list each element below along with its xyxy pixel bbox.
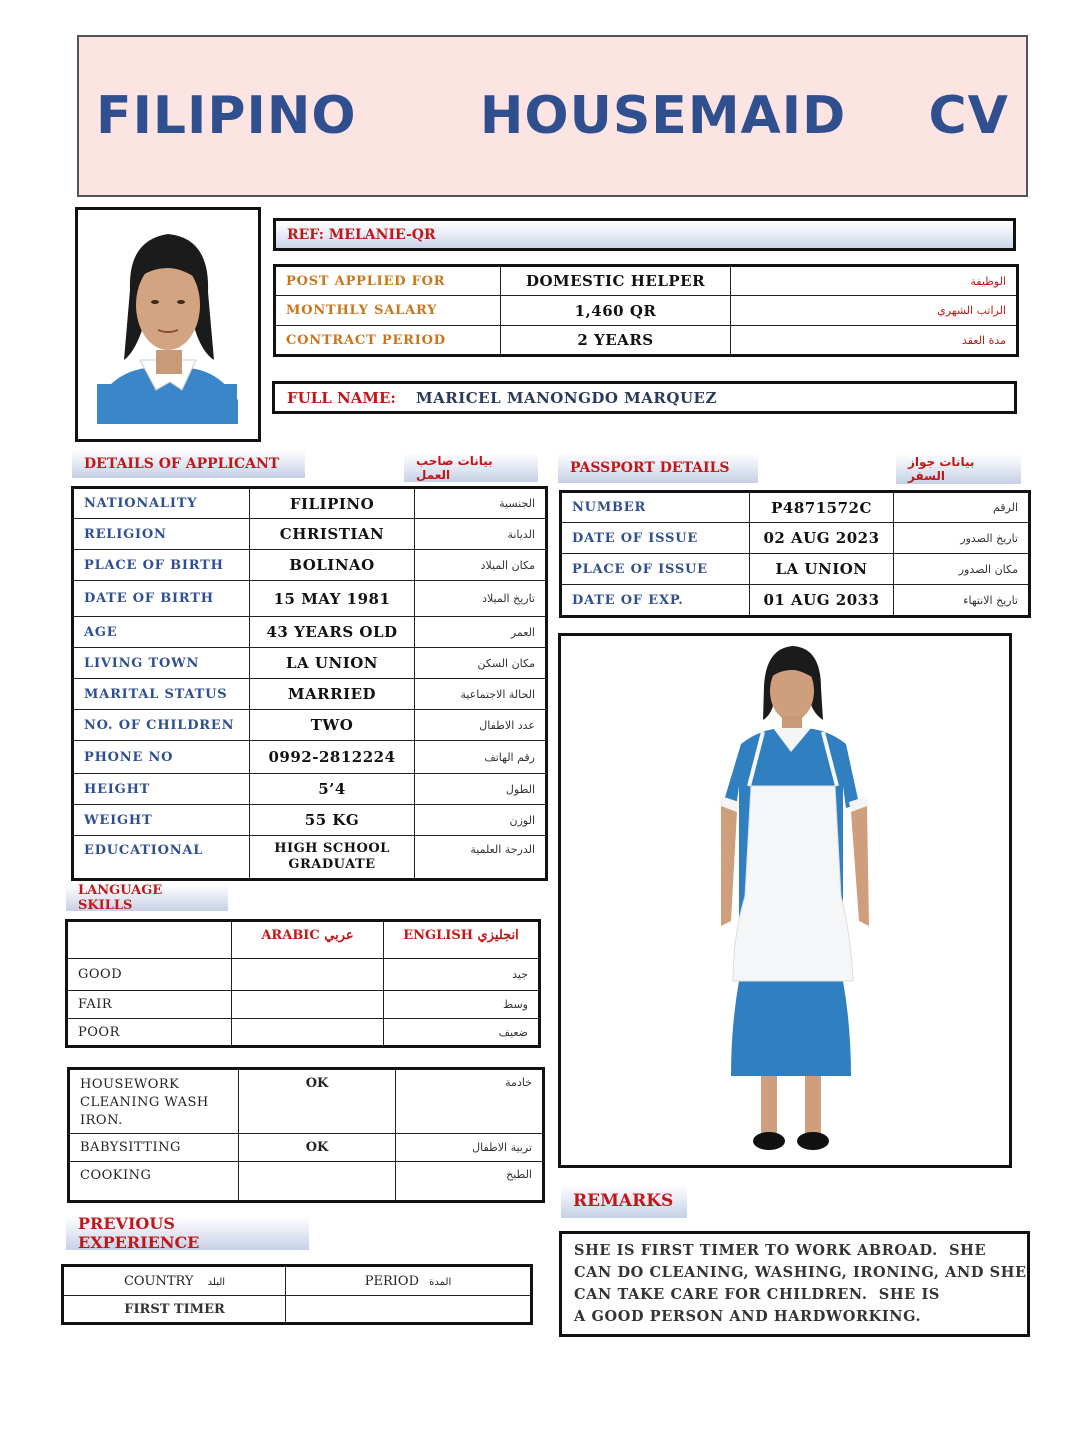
passport-table: [559, 490, 1031, 618]
details-label: PLACE OF BIRTH: [73, 550, 250, 581]
passport-row: [561, 585, 1030, 617]
language-level-arabic: ضعيف: [384, 1019, 540, 1047]
details-value: [250, 836, 415, 880]
skills-row: [69, 1162, 544, 1202]
language-level-arabic: وسط: [384, 991, 540, 1019]
experience-row: [63, 1296, 532, 1324]
details-label-arabic: الديانة: [415, 519, 547, 550]
details-row: [73, 836, 547, 880]
skills-label-line: CLEANING WASH: [80, 1095, 209, 1110]
skills-label-arabic: خادمة: [396, 1069, 544, 1134]
remarks-line: CAN DO CLEANING, WASHING, IRONING, AND SHE: [574, 1264, 1027, 1281]
details-label: DATE OF BIRTH: [73, 581, 250, 617]
language-header-blank: [67, 921, 232, 959]
details-value: LA UNION: [250, 648, 415, 679]
passport-label-arabic: الرقم: [894, 492, 1030, 523]
experience-country: FIRST TIMER: [63, 1296, 286, 1324]
details-row: [73, 617, 547, 648]
details-label-arabic: تاريخ الميلاد: [415, 581, 547, 617]
details-label: RELIGION: [73, 519, 250, 550]
details-value: BOLINAO: [250, 550, 415, 581]
experience-col-country-text: COUNTRY: [123, 1273, 194, 1289]
language-header-row: [67, 921, 540, 959]
language-level-arabic: جيد: [384, 959, 540, 991]
passport-row: [561, 492, 1030, 523]
skills-label: COOKING: [69, 1162, 239, 1202]
job-label: MONTHLY SALARY: [275, 296, 501, 326]
details-label-arabic: الطول: [415, 774, 547, 805]
job-row: [275, 326, 1018, 356]
experience-heading-text: PREVIOUS EXPERIENCE: [78, 1214, 200, 1252]
details-label-arabic: العمر: [415, 617, 547, 648]
language-heading-text: LANGUAGE SKILLS: [78, 882, 163, 913]
job-value: DOMESTIC HELPER: [501, 266, 731, 296]
reference-code: REF: MELANIE-QR: [287, 226, 436, 243]
full-name-label: FULL NAME:: [287, 388, 396, 407]
language-row: [67, 1019, 540, 1047]
details-heading-text: DETAILS OF APPLICANT: [84, 455, 280, 472]
passport-value: 02 AUG 2023: [750, 523, 894, 554]
experience-col-period: [286, 1266, 532, 1296]
details-label-arabic: الدرجة العلمية: [415, 836, 547, 880]
experience-col-country: [63, 1266, 286, 1296]
details-heading-arabic-text: بيانات صاحب العمل: [416, 453, 493, 482]
passport-label-arabic: تاريخ الصدور: [894, 523, 1030, 554]
experience-col-period-text: PERIOD: [364, 1273, 419, 1289]
reference-bar: [273, 218, 1016, 251]
skills-value: OK: [239, 1069, 396, 1134]
details-value: CHRISTIAN: [250, 519, 415, 550]
passport-row: [561, 554, 1030, 585]
language-level: FAIR: [67, 991, 232, 1019]
details-value: 43 YEARS OLD: [250, 617, 415, 648]
details-label: NO. OF CHILDREN: [73, 710, 250, 741]
passport-heading-arabic: [896, 453, 1021, 484]
details-label-arabic: الحالة الاجتماعية: [415, 679, 547, 710]
passport-row: [561, 523, 1030, 554]
details-value: 15 MAY 1981: [250, 581, 415, 617]
experience-table: [61, 1264, 533, 1325]
job-value: 1,460 QR: [501, 296, 731, 326]
details-label: EDUCATIONAL: [73, 836, 250, 880]
passport-label: PLACE OF ISSUE: [561, 554, 750, 585]
job-row: [275, 296, 1018, 326]
details-row: [73, 710, 547, 741]
passport-value: LA UNION: [750, 554, 894, 585]
headshot-photo-frame: [75, 207, 261, 442]
skills-row: [69, 1069, 544, 1134]
details-label: NATIONALITY: [73, 488, 250, 519]
experience-period: [286, 1296, 532, 1324]
details-row: [73, 774, 547, 805]
language-row: [67, 959, 540, 991]
details-label-arabic: الجنسية: [415, 488, 547, 519]
passport-label: DATE OF EXP.: [561, 585, 750, 617]
details-label: WEIGHT: [73, 805, 250, 836]
details-value: 55 KG: [250, 805, 415, 836]
details-label-arabic: مكان السكن: [415, 648, 547, 679]
details-label: MARITAL STATUS: [73, 679, 250, 710]
details-row: [73, 519, 547, 550]
passport-label-arabic: تاريخ الانتهاء: [894, 585, 1030, 617]
skills-row: [69, 1134, 544, 1162]
details-value: 0992-2812224: [250, 741, 415, 774]
experience-col-period-arabic: المدة: [429, 1276, 452, 1288]
details-value-line: HIGH SCHOOL: [274, 841, 390, 856]
cv-title: FILIPINO HOUSEMAID CV: [96, 86, 1009, 146]
details-value: FILIPINO: [250, 488, 415, 519]
language-level: POOR: [67, 1019, 232, 1047]
job-label-arabic: مدة العقد: [731, 326, 1018, 356]
experience-header-row: [63, 1266, 532, 1296]
language-col-english: ENGLISH انجليزي: [384, 921, 540, 959]
details-value: 5’4: [250, 774, 415, 805]
skills-label-line: IRON.: [80, 1113, 123, 1128]
remarks-line: CAN TAKE CARE FOR CHILDREN. SHE IS: [574, 1286, 940, 1303]
full-name-bar: [272, 381, 1017, 414]
details-label-arabic: مكان الميلاد: [415, 550, 547, 581]
skills-label: [69, 1069, 239, 1134]
remarks-line: A GOOD PERSON AND HARDWORKING.: [574, 1308, 922, 1325]
job-table: [273, 264, 1019, 357]
details-heading-arabic: [404, 453, 538, 482]
details-row: [73, 550, 547, 581]
passport-heading-text: PASSPORT DETAILS: [570, 459, 730, 476]
passport-label: DATE OF ISSUE: [561, 523, 750, 554]
details-value: MARRIED: [250, 679, 415, 710]
full-body-photo-frame: [558, 633, 1012, 1168]
details-label: PHONE NO: [73, 741, 250, 774]
skills-label-arabic: تربية الاطفال: [396, 1134, 544, 1162]
passport-heading: [558, 452, 758, 483]
job-row: [275, 266, 1018, 296]
experience-heading: [66, 1216, 309, 1250]
full-body-photo: [561, 636, 1009, 1165]
remarks-box: [559, 1231, 1030, 1337]
passport-label: NUMBER: [561, 492, 750, 523]
remarks-line: SHE IS FIRST TIMER TO WORK ABROAD. SHE: [574, 1242, 987, 1259]
language-level: GOOD: [67, 959, 232, 991]
remarks-heading-text: REMARKS: [573, 1191, 674, 1211]
experience-col-country-arabic: البلد: [207, 1276, 226, 1288]
skills-label-line: HOUSEWORK: [80, 1077, 180, 1092]
details-label: LIVING TOWN: [73, 648, 250, 679]
job-label-arabic: الراتب الشهري: [731, 296, 1018, 326]
language-arabic-cell: [232, 959, 384, 991]
skills-value: OK: [239, 1134, 396, 1162]
language-row: [67, 991, 540, 1019]
details-row: [73, 805, 547, 836]
details-label: AGE: [73, 617, 250, 648]
details-row: [73, 679, 547, 710]
details-label-arabic: رقم الهاتف: [415, 741, 547, 774]
skills-label: BABYSITTING: [69, 1134, 239, 1162]
language-heading: [66, 884, 228, 911]
language-arabic-cell: [232, 991, 384, 1019]
passport-label-arabic: مكان الصدور: [894, 554, 1030, 585]
language-arabic-cell: [232, 1019, 384, 1047]
remarks-heading: [561, 1184, 687, 1218]
cv-title-banner: [77, 35, 1028, 197]
details-row: [73, 741, 547, 774]
details-row: [73, 648, 547, 679]
language-col-arabic: ARABIC عربي: [232, 921, 384, 959]
job-label: POST APPLIED FOR: [275, 266, 501, 296]
job-label-arabic: الوظيفة: [731, 266, 1018, 296]
passport-value: 01 AUG 2033: [750, 585, 894, 617]
headshot-photo: [78, 210, 258, 439]
details-label-arabic: عدد الاطفال: [415, 710, 547, 741]
skills-value: [239, 1162, 396, 1202]
details-table: [71, 486, 548, 881]
passport-heading-arabic-text: بيانات جواز السفر: [908, 454, 975, 483]
details-label-arabic: الوزن: [415, 805, 547, 836]
details-row: [73, 488, 547, 519]
full-name-value: MARICEL MANONGDO MARQUEZ: [415, 388, 717, 407]
job-label: CONTRACT PERIOD: [275, 326, 501, 356]
details-row: [73, 581, 547, 617]
job-value: 2 YEARS: [501, 326, 731, 356]
skills-table: [67, 1067, 545, 1203]
skills-label-arabic: الطبخ: [396, 1162, 544, 1202]
details-value-line: GRADUATE: [288, 857, 376, 872]
details-label: HEIGHT: [73, 774, 250, 805]
passport-value: P4871572C: [750, 492, 894, 523]
details-value: TWO: [250, 710, 415, 741]
language-table: [65, 919, 541, 1048]
details-heading: [72, 449, 305, 478]
